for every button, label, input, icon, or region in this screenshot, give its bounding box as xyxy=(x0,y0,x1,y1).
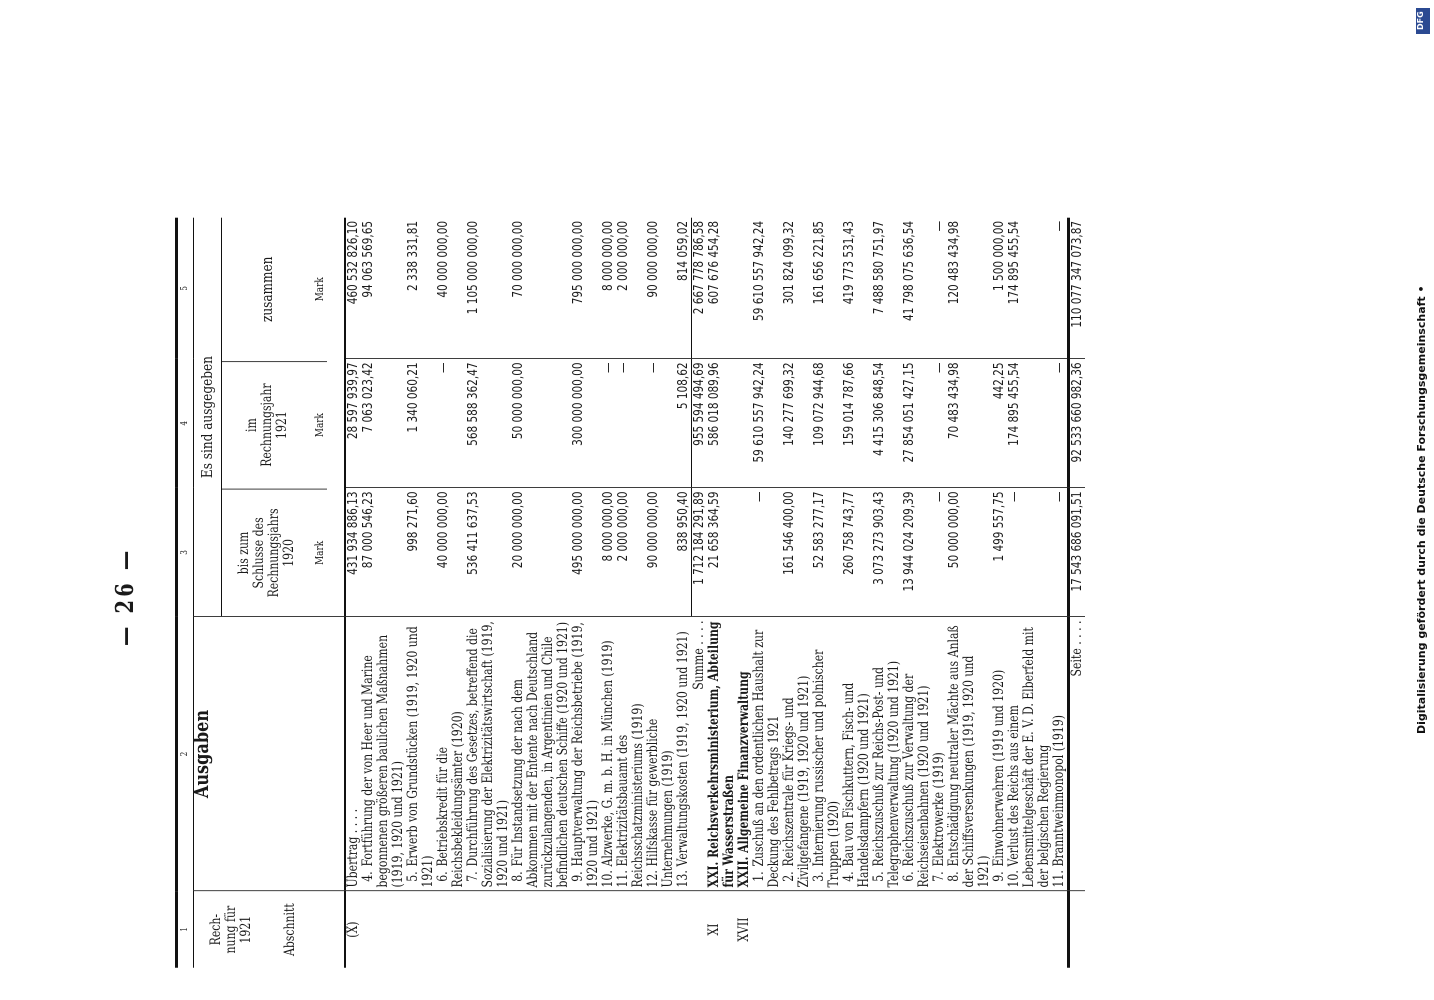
table-row xyxy=(406,218,436,968)
table-row xyxy=(782,218,812,968)
row-abschnitt xyxy=(992,891,1007,968)
row-abschnitt xyxy=(842,891,872,968)
row-value-col3: 90 000 000,00 xyxy=(646,488,676,617)
row-value-col3: 536 411 637,53 xyxy=(466,488,511,617)
table-row xyxy=(676,218,692,968)
row-value-col3: 52 583 277,17 xyxy=(812,488,842,617)
row-text: Fortführung der von Heer und Marine begonnenen größeren baulichen Maßnahmen (1919, 1920 und 1921) xyxy=(360,634,406,888)
row-abschnitt xyxy=(752,891,782,968)
section-xi-title: XXI. Reichsverkehrsministerium, Abteilung für Wasserstraßen xyxy=(707,617,737,891)
row-abschnitt xyxy=(361,891,406,968)
row-number: 4. xyxy=(360,871,376,882)
row-text: Elektrizitätsbauamt des Reichsschatzministeriums (1919) xyxy=(615,703,646,888)
row-value-col4: — xyxy=(436,359,466,488)
row-description xyxy=(676,617,692,891)
colnum-5: 5 xyxy=(177,218,194,359)
table-row xyxy=(947,218,992,968)
row-value-col3: 161 546 400,00 xyxy=(782,488,812,617)
total-c4: 92 533 660 982,36 xyxy=(1069,359,1086,488)
row-number: 9. xyxy=(570,871,586,882)
row-number: 13. xyxy=(675,870,691,888)
dfg-credit-text: Digitalisierung gefördert durch die Deutsche Forschungsgemeinschaft • xyxy=(1415,285,1428,735)
row-value-col3: — xyxy=(932,488,947,617)
row-number: 11. xyxy=(615,870,631,888)
row-text: Reichszuschuß zur Verwaltung der Reichseisenbahnen (1920 und 1921) xyxy=(901,673,932,888)
table-row xyxy=(601,218,616,968)
table-row xyxy=(932,218,947,968)
row-value-col3: 1 712 184 291,89 xyxy=(692,488,708,617)
header-group-title: Es sind ausgegeben xyxy=(194,218,222,617)
row-abschnitt xyxy=(676,891,692,968)
row-description xyxy=(616,617,646,891)
row-value-col3: 431 934 886,13 xyxy=(345,488,361,617)
row-value-col3: 40 000 000,00 xyxy=(436,488,466,617)
row-abschnitt xyxy=(1007,891,1052,968)
row-description xyxy=(842,617,872,891)
row-abschnitt: (X) xyxy=(345,921,361,938)
row-text: Einwohnerwehren (1919 und 1920) xyxy=(991,669,1007,867)
row-value-col4: 4 415 306 848,54 xyxy=(872,359,902,488)
row-abschnitt xyxy=(812,891,842,968)
row-value-col3: 87 000 546,23 xyxy=(361,488,406,617)
row-text: Entschädigung neutraler Mächte aus Anlaß der Schiffsversenkungen (1919, 1920 und 1921) xyxy=(946,625,992,888)
row-abschnitt xyxy=(466,891,511,968)
table-row xyxy=(571,218,601,968)
row-text: Bau von Fischkuttern, Fisch- und Handelsdampfern (1920 und 1921) xyxy=(841,682,872,888)
row-value-col5: 8 000 000,00 xyxy=(601,218,616,359)
row-abschnitt xyxy=(436,891,466,968)
row-abschnitt xyxy=(782,891,812,968)
total-c5: 110 077 347 073,87 xyxy=(1069,218,1086,359)
table-row xyxy=(436,218,466,968)
colnum-1: 1 xyxy=(177,891,194,968)
row-text: Übertrag . . . . xyxy=(345,808,361,888)
total-label: Seite . . . . xyxy=(1069,617,1086,891)
section-xvii-title: XXII. Allgemeine Finanzverwaltung xyxy=(737,617,752,891)
table-row xyxy=(511,218,571,968)
row-number: 7. xyxy=(931,871,947,882)
row-value-col5: — xyxy=(932,218,947,359)
row-text: Hilfskasse für gewerbliche Unternehmungen (1919) xyxy=(645,718,676,888)
row-value-col4: 568 588 362,47 xyxy=(466,359,511,488)
row-number: 1. xyxy=(751,871,767,882)
row-value-col5: 41 798 075 636,54 xyxy=(902,218,932,359)
unit-col3: Mark xyxy=(313,540,326,565)
row-value-col4: — xyxy=(932,359,947,488)
row-abschnitt xyxy=(692,891,708,968)
row-description xyxy=(992,617,1007,891)
row-text: Zuschuß an den ordentlichen Haushalt zur Deckung des Fehlbetrags 1921 xyxy=(751,629,782,888)
header-row xyxy=(194,218,346,968)
row-description xyxy=(1007,617,1052,891)
row-value-col3: 3 073 273 903,43 xyxy=(872,488,902,617)
row-value-col5: 94 063 569,65 xyxy=(361,218,406,359)
table-row xyxy=(1052,218,1069,968)
table-row xyxy=(616,218,646,968)
row-value-col3: — xyxy=(1052,488,1069,617)
row-text: Erwerb von Grundstücken (1919, 1920 und 1921) xyxy=(405,626,436,888)
header-ausgaben: Ausgaben xyxy=(194,617,346,891)
section-xi-c4: 586 018 089,96 xyxy=(707,359,737,488)
table-row xyxy=(812,218,842,968)
row-value-col3: 50 000 000,00 xyxy=(947,488,992,617)
row-description xyxy=(872,617,902,891)
row-value-col4: 174 895 455,54 xyxy=(1007,359,1052,488)
row-value-col4: 59 610 557 942,24 xyxy=(752,359,782,488)
section-xi-abschnitt: XI xyxy=(706,923,722,936)
row-number: 11. xyxy=(1051,870,1067,888)
row-value-col4: 109 072 944,68 xyxy=(812,359,842,488)
row-value-col5: 70 000 000,00 xyxy=(511,218,571,359)
row-number: 3. xyxy=(811,871,827,882)
section-xi-row xyxy=(707,218,737,968)
row-number: 10. xyxy=(1006,870,1022,888)
row-value-col5: 90 000 000,00 xyxy=(646,218,676,359)
row-value-col4: — xyxy=(646,359,676,488)
row-value-col5: 2 000 000,00 xyxy=(616,218,646,359)
row-value-col4: 7 063 023,42 xyxy=(361,359,406,488)
row-description xyxy=(601,617,616,891)
row-value-col5: 2 667 778 786,58 xyxy=(692,218,708,359)
row-value-col4: 442,25 xyxy=(992,359,1007,488)
row-value-col5: 1 500 000,00 xyxy=(992,218,1007,359)
row-description xyxy=(947,617,992,891)
row-description xyxy=(692,617,708,891)
row-value-col3: — xyxy=(1007,488,1052,617)
row-value-col5: — xyxy=(1052,218,1069,359)
row-number: 7. xyxy=(465,871,481,882)
header-rechnung xyxy=(194,891,346,968)
row-number: 6. xyxy=(901,871,917,882)
row-abschnitt xyxy=(511,891,571,968)
row-value-col3: 495 000 000,00 xyxy=(571,488,601,617)
row-value-col5: 40 000 000,00 xyxy=(436,218,466,359)
row-value-col3: 2 000 000,00 xyxy=(616,488,646,617)
colnum-2: 2 xyxy=(177,617,194,891)
row-abschnitt xyxy=(406,891,436,968)
row-value-col4: 50 000 000,00 xyxy=(511,359,571,488)
row-value-col5: 1 105 000 000,00 xyxy=(466,218,511,359)
row-value-col4: — xyxy=(1052,359,1069,488)
row-description xyxy=(511,617,571,891)
table-row xyxy=(466,218,511,968)
row-text: Elektrowerke (1919) xyxy=(931,752,947,867)
row-abschnitt xyxy=(947,891,992,968)
row-number: 6. xyxy=(435,871,451,882)
row-description xyxy=(361,617,406,891)
header-col4: im Rechnungsjahr 1921 xyxy=(222,361,312,489)
row-description xyxy=(1052,617,1069,891)
row-number: 2. xyxy=(781,871,797,882)
row-number: 4. xyxy=(841,871,857,882)
row-value-col5: 59 610 557 942,24 xyxy=(752,218,782,359)
row-value-col5: 161 656 221,85 xyxy=(812,218,842,359)
row-value-col3: 13 944 024 209,39 xyxy=(902,488,932,617)
table-row xyxy=(842,218,872,968)
row-description xyxy=(436,617,466,891)
row-value-col3: 1 499 557,75 xyxy=(992,488,1007,617)
table-row xyxy=(872,218,902,968)
row-value-col4: 1 340 060,21 xyxy=(406,359,436,488)
row-value-col5: 814 059,02 xyxy=(676,218,692,359)
table-row xyxy=(1007,218,1052,968)
section-xi-c5: 607 676 454,28 xyxy=(707,218,737,359)
row-value-col3: 20 000 000,00 xyxy=(511,488,571,617)
header-rechnung-label: Rech- nung für 1921 xyxy=(208,905,254,954)
header-abschnitt: Abschnitt xyxy=(282,903,298,957)
row-value-col4: 140 277 699,32 xyxy=(782,359,812,488)
unit-col5: Mark xyxy=(312,218,327,362)
section-xvii-abschnitt: XVII xyxy=(736,917,752,942)
row-text: Verlust des Reichs aus einem Lebensmittelgeschäft der E. V. D. Elberfeld mit der belgischen Regierung xyxy=(1006,627,1052,888)
row-value-col3: 8 000 000,00 xyxy=(601,488,616,617)
row-number: 12. xyxy=(645,870,661,888)
dfg-logo: DFG xyxy=(1416,8,1430,34)
row-description xyxy=(571,617,601,891)
row-description xyxy=(646,617,676,891)
row-value-col5: 460 532 826,10 xyxy=(345,218,361,359)
rotated-document-page xyxy=(90,193,1330,1000)
row-value-col4: 5 108,62 xyxy=(676,359,692,488)
header-col3: bis zum Schlusse des Rechnungsjahrs 1920 xyxy=(236,508,297,598)
table-row xyxy=(902,218,932,968)
table-row xyxy=(692,218,708,968)
header-group xyxy=(194,218,346,617)
row-text: Hauptverwaltung der Reichsbetriebe (1919, 1920 und 1921) xyxy=(570,622,601,888)
row-value-col4: 159 014 787,66 xyxy=(842,359,872,488)
table-row xyxy=(752,218,782,968)
row-abschnitt xyxy=(872,891,902,968)
section-x-rows xyxy=(345,218,707,968)
row-number: 9. xyxy=(991,871,1007,882)
row-description xyxy=(812,617,842,891)
row-text: Verwaltungskosten (1919, 1920 und 1921) xyxy=(675,631,691,867)
row-abschnitt xyxy=(902,891,932,968)
section-xi-c3: 21 658 364,59 xyxy=(707,488,737,617)
expenditure-table xyxy=(175,218,1085,968)
row-description xyxy=(902,617,932,891)
row-value-col5: 120 483 434,98 xyxy=(947,218,992,359)
row-value-col5: 795 000 000,00 xyxy=(571,218,601,359)
row-value-col3: 260 758 743,77 xyxy=(842,488,872,617)
row-value-col3: 998 271,60 xyxy=(406,488,436,617)
row-value-col4: 28 597 939,97 xyxy=(345,359,361,488)
unit-col4: Mark xyxy=(312,361,327,489)
row-value-col4: 27 854 051 427,15 xyxy=(902,359,932,488)
row-value-col5: 7 488 580 751,97 xyxy=(872,218,902,359)
table-row xyxy=(646,218,676,968)
row-text: Internierung russischer und polnischer Truppen (1920) xyxy=(811,649,842,888)
row-description xyxy=(466,617,511,891)
table-row xyxy=(345,218,361,968)
row-abschnitt xyxy=(616,891,646,968)
row-value-col5: 2 338 331,81 xyxy=(406,218,436,359)
row-value-col5: 419 773 531,43 xyxy=(842,218,872,359)
row-text: Summe . . . . xyxy=(690,620,707,690)
total-c3: 17 543 686 091,51 xyxy=(1069,488,1086,617)
row-value-col5: 174 895 455,54 xyxy=(1007,218,1052,359)
row-value-col3: — xyxy=(752,488,782,617)
row-description xyxy=(406,617,436,891)
colnum-4: 4 xyxy=(177,359,194,488)
row-number: 5. xyxy=(871,871,887,882)
row-description xyxy=(752,617,782,891)
row-abschnitt xyxy=(1052,891,1069,968)
row-text: Durchführung des Gesetzes, betreffend die Sozialisierung der Elektrizitätswirtschaft (1919, 1920 und 1921) xyxy=(465,621,511,888)
row-text: Für Instandsetzung der nach dem Abkommen mit der Entente nach Deutschland zurückzulangenden, in Argentinien und Chile befindlichen deutschen Schiffe (1920 und 1921) xyxy=(510,621,571,888)
row-value-col4: 300 000 000,00 xyxy=(571,359,601,488)
section-xvii-heading xyxy=(737,218,752,968)
page-number: — 26 — xyxy=(110,547,139,646)
row-number: 8. xyxy=(510,871,526,882)
row-description xyxy=(782,617,812,891)
colnum-3: 3 xyxy=(177,488,194,617)
row-abschnitt xyxy=(932,891,947,968)
row-value-col4: — xyxy=(601,359,616,488)
row-text: Branntweinmonopol (1919) xyxy=(1051,715,1067,867)
row-text: Betriebskredit für die Reichsbekleidungsämter (1920) xyxy=(435,711,466,888)
row-description xyxy=(932,617,947,891)
row-description xyxy=(345,617,361,891)
table-row xyxy=(361,218,406,968)
row-text: Reichszentrale für Kriegs- und Zivilgefangene (1919, 1920 und 1921) xyxy=(781,675,812,888)
row-abschnitt xyxy=(601,891,616,968)
section-xvii-rows xyxy=(752,218,1069,968)
row-number: 5. xyxy=(405,871,421,882)
row-text: Alzwerke, G. m. b. H. in München (1919) xyxy=(600,640,616,867)
row-abschnitt xyxy=(646,891,676,968)
row-value-col4: — xyxy=(616,359,646,488)
row-value-col3: 838 950,40 xyxy=(676,488,692,617)
row-number: 8. xyxy=(946,871,962,882)
column-number-row xyxy=(177,218,194,968)
header-col5: zusammen xyxy=(222,218,312,362)
row-text: Reichszuschuß zur Reichs-Post- und Telegraphenverwaltung (1920 und 1921) xyxy=(871,660,902,888)
row-value-col4: 70 483 434,98 xyxy=(947,359,992,488)
row-number: 10. xyxy=(600,870,616,888)
row-abschnitt xyxy=(571,891,601,968)
row-value-col4: 955 594 494,69 xyxy=(692,359,708,488)
table-row xyxy=(992,218,1007,968)
page-total-row xyxy=(1069,218,1086,968)
row-value-col5: 301 824 099,32 xyxy=(782,218,812,359)
